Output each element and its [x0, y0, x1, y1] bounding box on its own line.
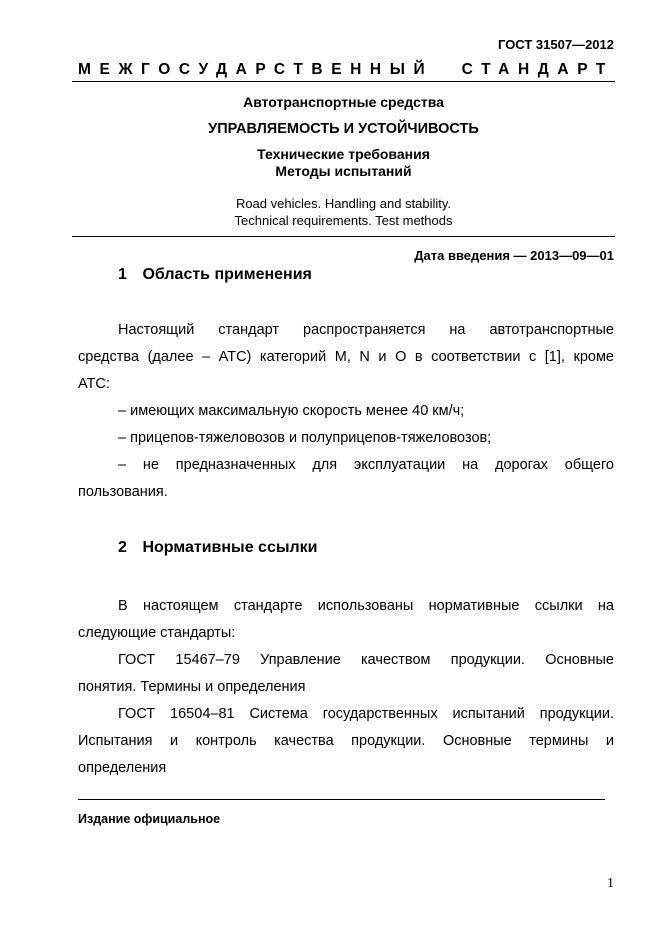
- reference-line: ГОСТ 15467–79 Управление качеством продукции. Основные: [118, 652, 614, 668]
- reference-line: понятия. Термины и определения: [78, 679, 306, 695]
- title-subtitle: [72, 146, 615, 180]
- standard-banner: [78, 61, 614, 79]
- introduction-date: Дата введения — 2013—09—01: [414, 248, 614, 263]
- header-rule: [72, 81, 615, 82]
- english-title-line-2: Technical requirements. Test methods: [234, 213, 453, 228]
- section-2-heading: [118, 539, 318, 557]
- list-item: – имеющих максимальную скорость менее 40 км/ч;: [118, 403, 465, 419]
- section-2-paragraph: [78, 593, 614, 782]
- list-item: – прицепов-тяжеловозов и полуприцепов-тяжеловозов;: [118, 430, 492, 446]
- document-number: ГОСТ 31507—2012: [498, 37, 614, 52]
- section-2-number: 2: [118, 539, 127, 556]
- footer-rule: [78, 799, 605, 800]
- reference-line: определения: [78, 760, 167, 776]
- page-number: 1: [607, 876, 614, 891]
- title-main: УПРАВЛЯЕМОСТЬ И УСТОЙЧИВОСТЬ: [208, 121, 479, 137]
- section-2-title: Нормативные ссылки: [142, 539, 318, 556]
- section-1-paragraph: [78, 317, 614, 506]
- paragraph-line: АТС:: [78, 376, 110, 392]
- section-1-number: 1: [118, 266, 127, 283]
- paragraph-line: следующие стандарты:: [78, 625, 236, 641]
- reference-line: ГОСТ 16504–81 Система государственных испытаний продукции.: [118, 706, 614, 722]
- list-item: – не предназначенных для эксплуатации на дорогах общего: [118, 457, 614, 473]
- title-english: [72, 195, 615, 229]
- paragraph-line: средства (далее – АТС) категорий M, N и O в соответствии с [1], кроме: [78, 349, 614, 365]
- banner-word-interstate: МЕЖГОСУДАРСТВЕННЫЙ: [78, 61, 434, 78]
- title-rule: [72, 236, 615, 237]
- section-1-heading: [118, 266, 312, 284]
- paragraph-line: В настоящем стандарте использованы нормативные ссылки на: [118, 598, 614, 614]
- reference-line: Испытания и контроль качества продукции. Основные термины и: [78, 733, 614, 749]
- title-vehicles: Автотранспортные средства: [243, 94, 444, 110]
- subtitle-line-2: Методы испытаний: [275, 163, 412, 179]
- banner-word-standard: СТАНДАРТ: [461, 61, 614, 78]
- section-1-title: Область применения: [142, 266, 312, 283]
- english-title-line-1: Road vehicles. Handling and stability.: [235, 196, 452, 211]
- official-edition-label: Издание официальное: [78, 812, 221, 826]
- subtitle-line-1: Технические требования: [257, 146, 430, 162]
- list-item-continuation: пользования.: [78, 484, 168, 500]
- paragraph-line: Настоящий стандарт распространяется на автотранспортные: [118, 322, 614, 338]
